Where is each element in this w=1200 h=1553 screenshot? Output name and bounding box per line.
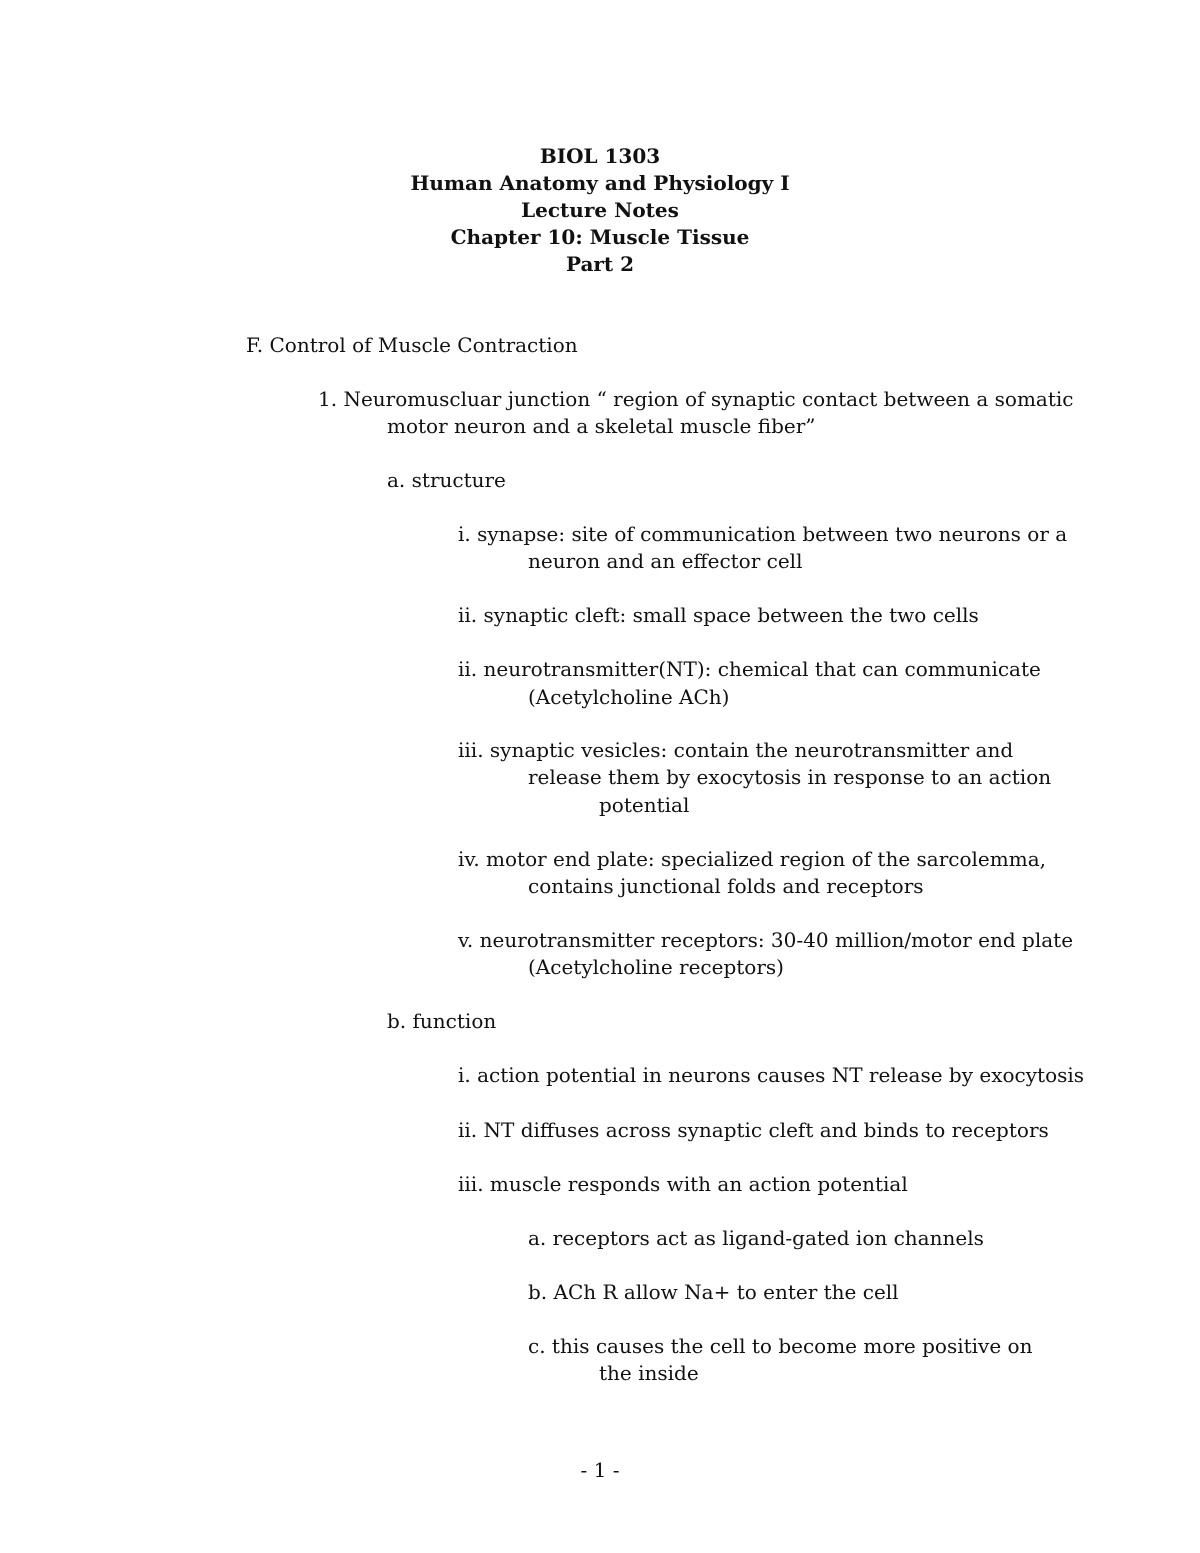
structure-synapse-line2: neuron and an effector cell — [528, 549, 803, 573]
structure-receptors-line2: (Acetylcholine receptors) — [528, 955, 784, 979]
page-number: - 1 - — [580, 1458, 620, 1482]
structure-end-plate-line1: iv. motor end plate: specialized region of the sarcolemma, — [458, 847, 1046, 871]
section-heading: F. Control of Muscle Contraction — [246, 333, 578, 357]
structure-vesicles-line3: potential — [599, 793, 690, 817]
structure-neurotransmitter-line2: (Acetylcholine ACh) — [528, 685, 730, 709]
subsection-structure: a. structure — [387, 468, 506, 492]
outline-item-1-line1: 1. Neuromuscluar junction “ region of synaptic contact between a somatic — [318, 387, 1074, 411]
structure-end-plate-line2: contains junctional folds and receptors — [528, 874, 924, 898]
function-sub-a: a. receptors act as ligand-gated ion channels — [528, 1226, 984, 1250]
structure-neurotransmitter-line1: ii. neurotransmitter(NT): chemical that can communicate — [458, 657, 1041, 681]
function-item-i: i. action potential in neurons causes NT release by exocytosis — [458, 1063, 1085, 1087]
part-label: Part 2 — [565, 252, 635, 276]
function-sub-c-line2: the inside — [599, 1361, 699, 1385]
function-sub-c-line1: c. this causes the cell to become more positive on — [528, 1334, 1033, 1358]
structure-synapse-line1: i. synapse: site of communication between two neurons or a — [458, 522, 1068, 546]
outline-item-1-line2: motor neuron and a skeletal muscle fiber” — [387, 414, 816, 438]
structure-vesicles-line2: release them by exocytosis in response to an action — [528, 765, 1052, 789]
structure-vesicles-line1: iii. synaptic vesicles: contain the neurotransmitter and — [458, 738, 1014, 762]
function-sub-b: b. ACh R allow Na+ to enter the cell — [528, 1280, 899, 1304]
structure-receptors-line1: v. neurotransmitter receptors: 30-40 million/motor end plate — [458, 928, 1074, 952]
document-type: Lecture Notes — [521, 198, 679, 222]
subsection-function: b. function — [387, 1009, 497, 1033]
course-code: BIOL 1303 — [539, 144, 661, 168]
course-title: Human Anatomy and Physiology I — [410, 171, 790, 195]
function-item-ii: ii. NT diffuses across synaptic cleft and binds to receptors — [458, 1118, 1049, 1142]
chapter-title: Chapter 10: Muscle Tissue — [450, 225, 750, 249]
function-item-iii: iii. muscle responds with an action potential — [458, 1172, 908, 1196]
structure-cleft: ii. synaptic cleft: small space between the two cells — [458, 603, 979, 627]
